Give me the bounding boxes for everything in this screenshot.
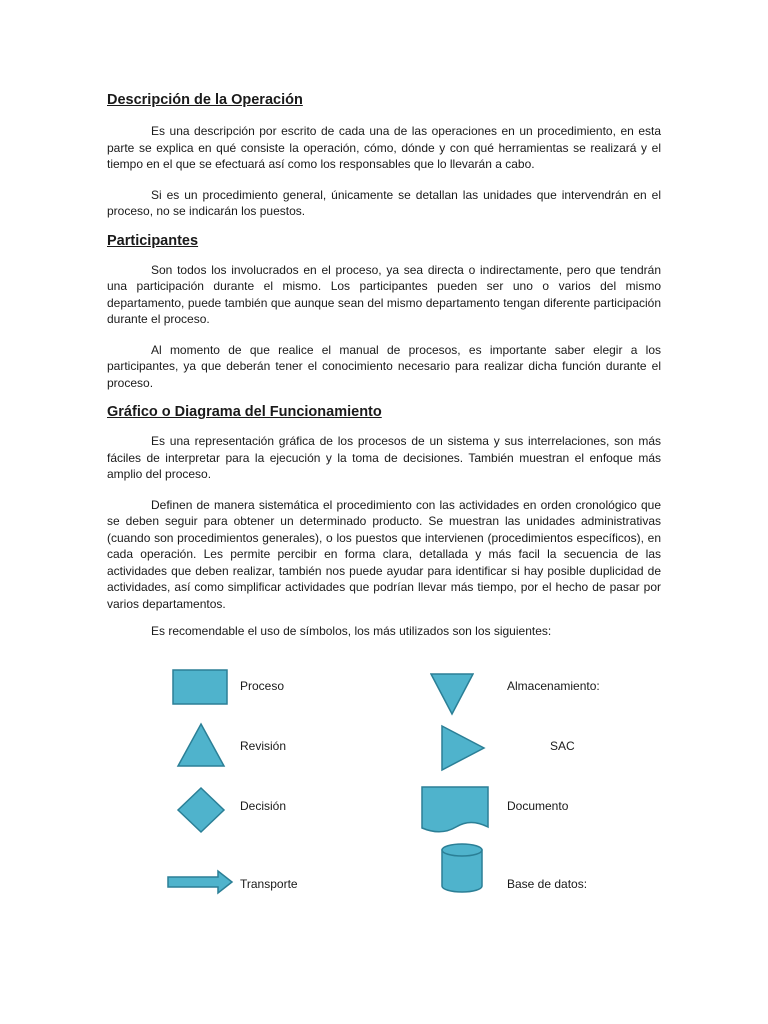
paragraph-grafico-1: Es una representación gráfica de los procesos de un sistema y sus interrelaciones, son más fáciles de interpretar para la ejecución y la toma de decisiones. También muestran el enfoque más amplio del proceso.	[107, 434, 661, 481]
process-rectangle-icon	[172, 669, 228, 705]
database-cylinder-icon	[440, 842, 484, 894]
review-triangle-icon	[176, 722, 226, 768]
heading-grafico: Gráfico o Diagrama del Funcionamiento	[107, 404, 382, 420]
storage-triangle-icon	[430, 672, 474, 716]
paragraph-grafico-3: Es recomendable el uso de símbolos, los más utilizados son los siguientes:	[151, 624, 552, 638]
paragraph-descripcion-2: Si es un procedimiento general, únicamente se detallan las unidades que intervendrán en el proceso, no se indicarán los puestos.	[107, 187, 661, 218]
label-revision: Revisión	[240, 739, 287, 753]
label-documento: Documento	[507, 799, 569, 813]
label-base-datos: Base de datos:	[507, 877, 588, 891]
document-page	[107, 88, 661, 640]
transport-arrow-icon	[166, 869, 234, 895]
label-transporte: Transporte	[240, 877, 298, 891]
heading-participantes: Participantes	[107, 232, 199, 249]
paragraph-descripcion-1: Es una descripción por escrito de cada una de las operaciones en un procedimiento, en esta parte se explica en qué consiste la operación, cómo, dónde y con qué herramientas se realizará y el tiempo en el que se efectuará así como los responsables que lo llevarán a cabo.	[107, 124, 661, 171]
paragraph-participantes-2: Al momento de que realice el manual de procesos, es importante saber elegir a los participantes, ya que deberán tener el conocimiento necesario para realizar dicha función durante el proceso.	[107, 342, 661, 390]
paragraph-grafico-2: Definen de manera sistemática el procedimiento con las actividades en orden cronológico que se deben seguir para obtener un determinado producto. Se muestran las unidades administrativas (cuando son procedimientos generales), o los puestos que intervienen (procedimientos específicos), en cada operación. Les permite percibir en forma clara, detallada y más facil la secuencia de las actividades que deben realizar, también nos puede ayudar para identificar si hay posible duplicidad de actividades, así como simplificar actividades que podrían llevar más tiempo, por el hecho de pasar por varios departamentos.	[107, 497, 661, 611]
document-icon	[420, 785, 490, 835]
decision-diamond-icon	[176, 786, 226, 834]
label-sac: SAC	[550, 739, 575, 753]
heading-descripcion: Descripción de la Operación	[107, 92, 303, 108]
label-decision: Decisión	[240, 799, 287, 813]
label-proceso: Proceso	[240, 679, 285, 693]
paragraph-participantes-1: Son todos los involucrados en el proceso, ya sea directa o indirectamente, pero que tendrán una participación durante el mismo. Los participantes pueden ser uno o varios del mismo departamento, puede también que aunque sean del mismo departamento tengan diferente participación durante el proceso.	[107, 262, 661, 326]
sac-triangle-icon	[440, 724, 486, 772]
label-almacenamiento: Almacenamiento:	[507, 679, 600, 693]
